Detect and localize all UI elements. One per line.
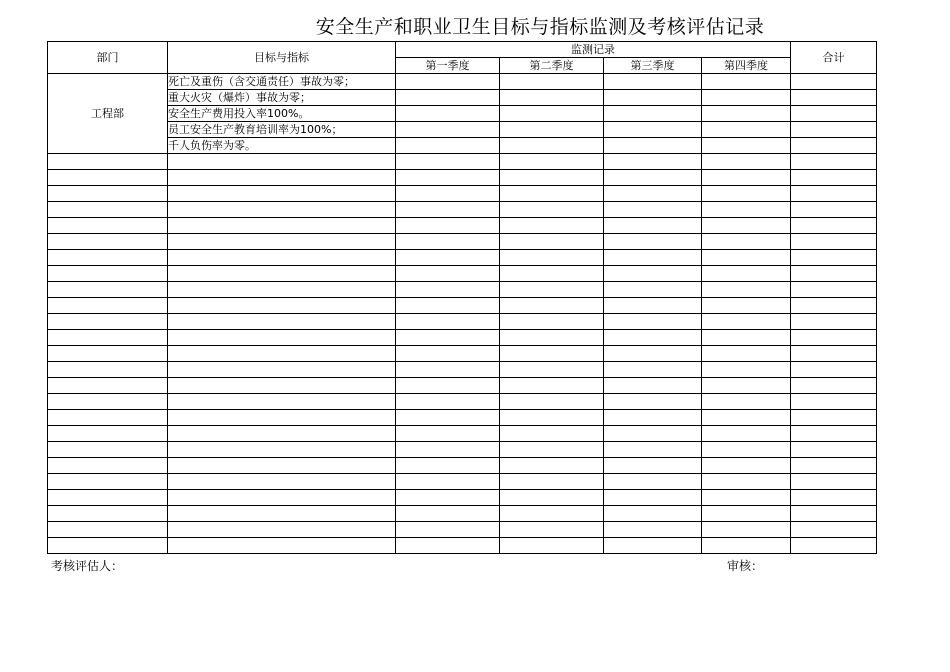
dept-cell[interactable] bbox=[48, 282, 168, 298]
goal-cell[interactable] bbox=[168, 442, 396, 458]
q3-cell[interactable] bbox=[604, 346, 702, 362]
q1-cell[interactable] bbox=[396, 378, 500, 394]
total-cell[interactable] bbox=[791, 282, 877, 298]
total-cell[interactable] bbox=[791, 90, 877, 106]
table-row bbox=[48, 218, 877, 234]
dept-cell[interactable] bbox=[48, 474, 168, 490]
goal-cell[interactable] bbox=[168, 426, 396, 442]
goal-cell[interactable] bbox=[168, 330, 396, 346]
goal-cell[interactable] bbox=[168, 202, 396, 218]
q4-cell[interactable] bbox=[702, 218, 791, 234]
goal-cell[interactable]: 安全生产费用投入率100%。 bbox=[168, 106, 396, 122]
total-cell[interactable] bbox=[791, 106, 877, 122]
total-cell[interactable] bbox=[791, 266, 877, 282]
total-cell[interactable] bbox=[791, 346, 877, 362]
dept-cell[interactable] bbox=[48, 522, 168, 538]
q1-cell[interactable] bbox=[396, 394, 500, 410]
goal-cell[interactable] bbox=[168, 154, 396, 170]
q2-cell[interactable] bbox=[500, 90, 604, 106]
total-cell[interactable] bbox=[791, 170, 877, 186]
q1-cell[interactable] bbox=[396, 122, 500, 138]
q4-cell[interactable] bbox=[702, 250, 791, 266]
table-row bbox=[48, 442, 877, 458]
q4-cell[interactable] bbox=[702, 282, 791, 298]
q3-cell[interactable] bbox=[604, 426, 702, 442]
goal-cell[interactable] bbox=[168, 282, 396, 298]
q4-cell[interactable] bbox=[702, 106, 791, 122]
total-cell[interactable] bbox=[791, 154, 877, 170]
q3-cell[interactable] bbox=[604, 394, 702, 410]
q1-cell[interactable] bbox=[396, 218, 500, 234]
total-cell[interactable] bbox=[791, 298, 877, 314]
q4-cell[interactable] bbox=[702, 298, 791, 314]
q1-cell[interactable] bbox=[396, 170, 500, 186]
q1-cell[interactable] bbox=[396, 362, 500, 378]
q4-cell[interactable] bbox=[702, 154, 791, 170]
table-row bbox=[48, 170, 877, 186]
goal-cell[interactable]: 重大火灾（爆炸）事故为零； bbox=[168, 90, 396, 106]
dept-cell[interactable] bbox=[48, 234, 168, 250]
table-row bbox=[48, 506, 877, 522]
total-cell[interactable] bbox=[791, 314, 877, 330]
table-row bbox=[48, 538, 877, 554]
goal-cell[interactable] bbox=[168, 218, 396, 234]
dept-cell[interactable] bbox=[48, 186, 168, 202]
q3-cell[interactable] bbox=[604, 106, 702, 122]
q2-cell[interactable] bbox=[500, 74, 604, 90]
q2-cell[interactable] bbox=[500, 330, 604, 346]
q3-cell[interactable] bbox=[604, 362, 702, 378]
total-cell[interactable] bbox=[791, 202, 877, 218]
q4-cell[interactable] bbox=[702, 378, 791, 394]
q4-cell[interactable] bbox=[702, 122, 791, 138]
header-q4: 第四季度 bbox=[702, 58, 791, 74]
table-row bbox=[48, 314, 877, 330]
goal-cell[interactable] bbox=[168, 346, 396, 362]
q3-cell[interactable] bbox=[604, 314, 702, 330]
goal-cell[interactable] bbox=[168, 458, 396, 474]
total-cell[interactable] bbox=[791, 426, 877, 442]
dept-cell[interactable] bbox=[48, 298, 168, 314]
goal-cell[interactable] bbox=[168, 234, 396, 250]
goal-cell[interactable] bbox=[168, 266, 396, 282]
header-monitor: 监测记录 bbox=[396, 42, 791, 58]
q3-cell[interactable] bbox=[604, 186, 702, 202]
q4-cell[interactable] bbox=[702, 506, 791, 522]
dept-cell[interactable] bbox=[48, 154, 168, 170]
q2-cell[interactable] bbox=[500, 410, 604, 426]
q4-cell[interactable] bbox=[702, 186, 791, 202]
q2-cell[interactable] bbox=[500, 362, 604, 378]
page-title: 安全生产和职业卫生目标与指标监测及考核评估记录 bbox=[315, 16, 765, 38]
total-cell[interactable] bbox=[791, 74, 877, 90]
q2-cell[interactable] bbox=[500, 282, 604, 298]
total-cell[interactable] bbox=[791, 522, 877, 538]
q3-cell[interactable] bbox=[604, 266, 702, 282]
q1-cell[interactable] bbox=[396, 522, 500, 538]
q1-cell[interactable] bbox=[396, 346, 500, 362]
total-cell[interactable] bbox=[791, 506, 877, 522]
q2-cell[interactable] bbox=[500, 218, 604, 234]
q4-cell[interactable] bbox=[702, 410, 791, 426]
table-row bbox=[48, 202, 877, 218]
table-row bbox=[48, 426, 877, 442]
q1-cell[interactable] bbox=[396, 410, 500, 426]
q4-cell[interactable] bbox=[702, 266, 791, 282]
q4-cell[interactable] bbox=[702, 442, 791, 458]
review-label: 审核： bbox=[727, 559, 764, 573]
q1-cell[interactable] bbox=[396, 282, 500, 298]
q3-cell[interactable] bbox=[604, 234, 702, 250]
dept-cell[interactable] bbox=[48, 442, 168, 458]
q3-cell[interactable] bbox=[604, 282, 702, 298]
q1-cell[interactable] bbox=[396, 202, 500, 218]
dept-cell[interactable] bbox=[48, 314, 168, 330]
q3-cell[interactable] bbox=[604, 378, 702, 394]
total-cell[interactable] bbox=[791, 330, 877, 346]
dept-cell[interactable] bbox=[48, 170, 168, 186]
goal-cell[interactable] bbox=[168, 410, 396, 426]
q4-cell[interactable] bbox=[702, 474, 791, 490]
q4-cell[interactable] bbox=[702, 490, 791, 506]
q3-cell[interactable] bbox=[604, 218, 702, 234]
dept-cell[interactable] bbox=[48, 394, 168, 410]
dept-cell[interactable] bbox=[48, 202, 168, 218]
q2-cell[interactable] bbox=[500, 394, 604, 410]
q2-cell[interactable] bbox=[500, 170, 604, 186]
total-cell[interactable] bbox=[791, 362, 877, 378]
total-cell[interactable] bbox=[791, 122, 877, 138]
q4-cell[interactable] bbox=[702, 394, 791, 410]
q1-cell[interactable] bbox=[396, 474, 500, 490]
q3-cell[interactable] bbox=[604, 538, 702, 554]
dept-cell[interactable] bbox=[48, 266, 168, 282]
header-total: 合计 bbox=[791, 42, 877, 74]
q2-cell[interactable] bbox=[500, 506, 604, 522]
q2-cell[interactable] bbox=[500, 426, 604, 442]
q3-cell[interactable] bbox=[604, 458, 702, 474]
total-cell[interactable] bbox=[791, 410, 877, 426]
table-row bbox=[48, 250, 877, 266]
goal-cell[interactable] bbox=[168, 298, 396, 314]
q2-cell[interactable] bbox=[500, 154, 604, 170]
q3-cell[interactable] bbox=[604, 474, 702, 490]
dept-cell[interactable] bbox=[48, 490, 168, 506]
total-cell[interactable] bbox=[791, 378, 877, 394]
total-cell[interactable] bbox=[791, 218, 877, 234]
table-row bbox=[48, 362, 877, 378]
table-row bbox=[48, 122, 877, 138]
q2-cell[interactable] bbox=[500, 490, 604, 506]
dept-cell[interactable] bbox=[48, 346, 168, 362]
table-row bbox=[48, 458, 877, 474]
total-cell[interactable] bbox=[791, 538, 877, 554]
q2-cell[interactable] bbox=[500, 106, 604, 122]
q4-cell[interactable] bbox=[702, 458, 791, 474]
table-row bbox=[48, 474, 877, 490]
dept-cell[interactable] bbox=[48, 362, 168, 378]
goal-cell[interactable]: 千人负伤率为零。 bbox=[168, 138, 396, 154]
q4-cell[interactable] bbox=[702, 330, 791, 346]
dept-cell[interactable]: 工程部 bbox=[48, 74, 168, 154]
q4-cell[interactable] bbox=[702, 314, 791, 330]
q3-cell[interactable] bbox=[604, 122, 702, 138]
q1-cell[interactable] bbox=[396, 234, 500, 250]
header-q1: 第一季度 bbox=[396, 58, 500, 74]
q4-cell[interactable] bbox=[702, 170, 791, 186]
dept-cell[interactable] bbox=[48, 410, 168, 426]
q4-cell[interactable] bbox=[702, 138, 791, 154]
total-cell[interactable] bbox=[791, 490, 877, 506]
goal-cell[interactable]: 死亡及重伤（含交通责任）事故为零； bbox=[168, 74, 396, 90]
total-cell[interactable] bbox=[791, 474, 877, 490]
table-row bbox=[48, 410, 877, 426]
dept-cell[interactable] bbox=[48, 538, 168, 554]
dept-cell[interactable] bbox=[48, 330, 168, 346]
q1-cell[interactable] bbox=[396, 458, 500, 474]
q1-cell[interactable] bbox=[396, 138, 500, 154]
q2-cell[interactable] bbox=[500, 474, 604, 490]
q1-cell[interactable] bbox=[396, 426, 500, 442]
goal-cell[interactable] bbox=[168, 250, 396, 266]
table-row bbox=[48, 234, 877, 250]
q3-cell[interactable] bbox=[604, 490, 702, 506]
goal-cell[interactable] bbox=[168, 314, 396, 330]
header-q3: 第三季度 bbox=[604, 58, 702, 74]
q4-cell[interactable] bbox=[702, 74, 791, 90]
q1-cell[interactable] bbox=[396, 538, 500, 554]
q1-cell[interactable] bbox=[396, 106, 500, 122]
total-cell[interactable] bbox=[791, 458, 877, 474]
goal-cell[interactable] bbox=[168, 506, 396, 522]
goal-cell[interactable] bbox=[168, 170, 396, 186]
header-dept: 部门 bbox=[48, 42, 168, 74]
q2-cell[interactable] bbox=[500, 266, 604, 282]
q3-cell[interactable] bbox=[604, 522, 702, 538]
q4-cell[interactable] bbox=[702, 234, 791, 250]
table-row bbox=[48, 346, 877, 362]
q4-cell[interactable] bbox=[702, 346, 791, 362]
total-cell[interactable] bbox=[791, 186, 877, 202]
q2-cell[interactable] bbox=[500, 250, 604, 266]
q2-cell[interactable] bbox=[500, 442, 604, 458]
table-row bbox=[48, 282, 877, 298]
q2-cell[interactable] bbox=[500, 458, 604, 474]
total-cell[interactable] bbox=[791, 394, 877, 410]
goal-cell[interactable] bbox=[168, 362, 396, 378]
table-row bbox=[48, 266, 877, 282]
q4-cell[interactable] bbox=[702, 202, 791, 218]
q1-cell[interactable] bbox=[396, 266, 500, 282]
table-row bbox=[48, 106, 877, 122]
q2-cell[interactable] bbox=[500, 202, 604, 218]
q1-cell[interactable] bbox=[396, 490, 500, 506]
q4-cell[interactable] bbox=[702, 426, 791, 442]
evaluator-label: 考核评估人： bbox=[51, 559, 124, 573]
goal-cell[interactable] bbox=[168, 378, 396, 394]
goal-cell[interactable]: 员工安全生产教育培训率为100%； bbox=[168, 122, 396, 138]
table-row bbox=[48, 490, 877, 506]
q3-cell[interactable] bbox=[604, 154, 702, 170]
q2-cell[interactable] bbox=[500, 378, 604, 394]
q3-cell[interactable] bbox=[604, 202, 702, 218]
q1-cell[interactable] bbox=[396, 186, 500, 202]
q2-cell[interactable] bbox=[500, 346, 604, 362]
table-row bbox=[48, 154, 877, 170]
q3-cell[interactable] bbox=[604, 506, 702, 522]
table-row bbox=[48, 522, 877, 538]
q2-cell[interactable] bbox=[500, 538, 604, 554]
q3-cell[interactable] bbox=[604, 138, 702, 154]
goal-cell[interactable] bbox=[168, 394, 396, 410]
q3-cell[interactable] bbox=[604, 410, 702, 426]
table-row bbox=[48, 186, 877, 202]
q4-cell[interactable] bbox=[702, 538, 791, 554]
q2-cell[interactable] bbox=[500, 138, 604, 154]
record-table bbox=[47, 41, 877, 554]
goal-cell[interactable] bbox=[168, 490, 396, 506]
table-row bbox=[48, 138, 877, 154]
dept-cell[interactable] bbox=[48, 506, 168, 522]
q2-cell[interactable] bbox=[500, 314, 604, 330]
q2-cell[interactable] bbox=[500, 122, 604, 138]
q4-cell[interactable] bbox=[702, 522, 791, 538]
q1-cell[interactable] bbox=[396, 442, 500, 458]
table-row bbox=[48, 90, 877, 106]
q1-cell[interactable] bbox=[396, 90, 500, 106]
q4-cell[interactable] bbox=[702, 90, 791, 106]
total-cell[interactable] bbox=[791, 234, 877, 250]
q3-cell[interactable] bbox=[604, 250, 702, 266]
goal-cell[interactable] bbox=[168, 538, 396, 554]
q2-cell[interactable] bbox=[500, 186, 604, 202]
total-cell[interactable] bbox=[791, 138, 877, 154]
dept-cell[interactable] bbox=[48, 218, 168, 234]
q1-cell[interactable] bbox=[396, 154, 500, 170]
dept-cell[interactable] bbox=[48, 426, 168, 442]
table-row bbox=[48, 394, 877, 410]
q1-cell[interactable] bbox=[396, 74, 500, 90]
q3-cell[interactable] bbox=[604, 170, 702, 186]
q2-cell[interactable] bbox=[500, 298, 604, 314]
dept-cell[interactable] bbox=[48, 458, 168, 474]
total-cell[interactable] bbox=[791, 250, 877, 266]
header-goal: 目标与指标 bbox=[168, 42, 396, 74]
goal-cell[interactable] bbox=[168, 186, 396, 202]
q1-cell[interactable] bbox=[396, 298, 500, 314]
q2-cell[interactable] bbox=[500, 522, 604, 538]
q1-cell[interactable] bbox=[396, 506, 500, 522]
q1-cell[interactable] bbox=[396, 250, 500, 266]
dept-cell[interactable] bbox=[48, 378, 168, 394]
q3-cell[interactable] bbox=[604, 90, 702, 106]
q3-cell[interactable] bbox=[604, 330, 702, 346]
header-q2: 第二季度 bbox=[500, 58, 604, 74]
goal-cell[interactable] bbox=[168, 522, 396, 538]
q4-cell[interactable] bbox=[702, 362, 791, 378]
q2-cell[interactable] bbox=[500, 234, 604, 250]
goal-cell[interactable] bbox=[168, 474, 396, 490]
table-row bbox=[48, 330, 877, 346]
q3-cell[interactable] bbox=[604, 74, 702, 90]
q1-cell[interactable] bbox=[396, 330, 500, 346]
q3-cell[interactable] bbox=[604, 442, 702, 458]
total-cell[interactable] bbox=[791, 442, 877, 458]
table-row bbox=[48, 298, 877, 314]
dept-cell[interactable] bbox=[48, 250, 168, 266]
table-row bbox=[48, 74, 877, 90]
table-row bbox=[48, 378, 877, 394]
q3-cell[interactable] bbox=[604, 298, 702, 314]
q1-cell[interactable] bbox=[396, 314, 500, 330]
